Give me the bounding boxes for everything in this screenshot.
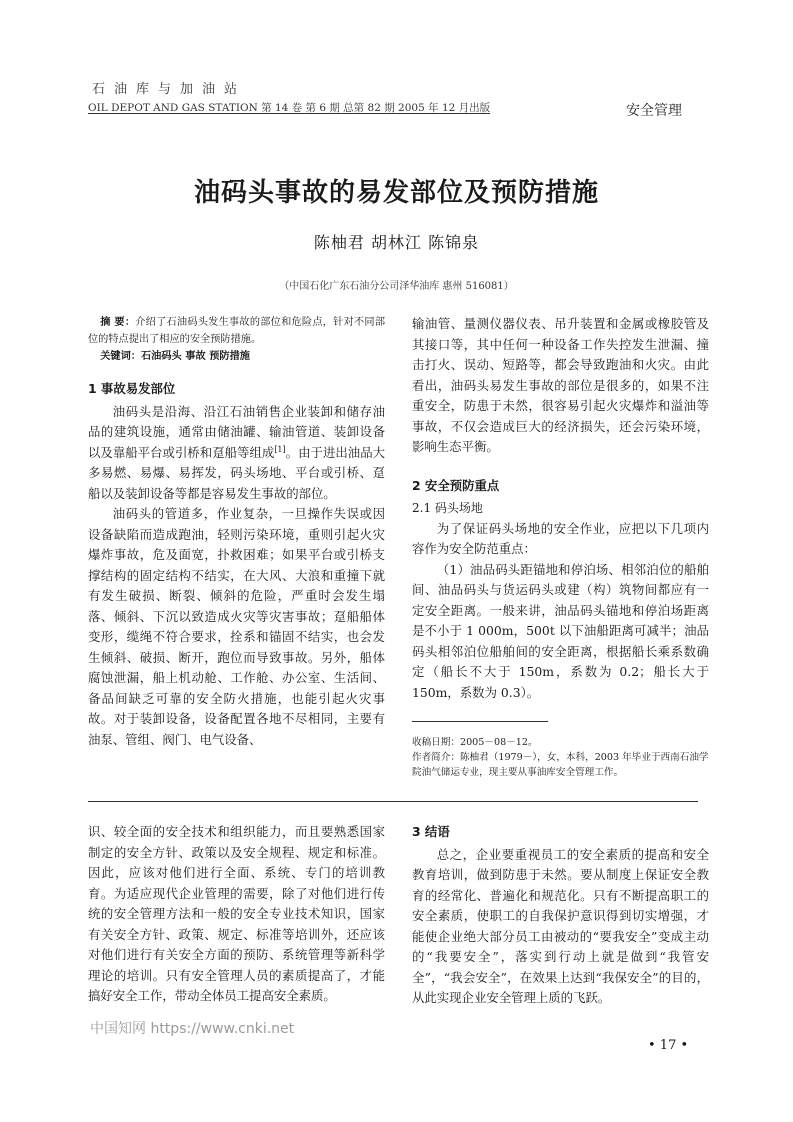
right-column-bottom: [412, 822, 709, 1009]
section-2-1-paragraph-2: （1）油品码头距锚地和停泊场、相邻泊位的船舶间、油品码头与货运码头或建（构）筑物间都应有一定安全距离。一般来讲，油品码头锚地和停泊场距离是不小于 1 000m，500t 以下油船距离可减半；油品码头相邻泊位船舶间的安全距离，根据船长乘系数确定（船长不大于 150m，系数为 0.2；船长大于 150m，系数为 0.3）。: [412, 561, 709, 700]
section-1-paragraph-1-text: 油码头是沿海、沿江石油销售企业装卸和储存油品的建筑设施，通常由储油罐、输油管道、装卸设备以及靠船平台或引桥和趸船等组成: [88, 403, 385, 460]
left-column-top: [88, 314, 385, 750]
footnote-author-bio: 作者简介：陈柚君（1979－），女，本科，2003 年毕业于西南石油学院油气储运专业，现主要从事油库安全管理工作。: [412, 752, 709, 778]
keywords-label: 关键词：: [100, 351, 141, 362]
cnki-watermark[interactable]: 中国知网 https://www.cnki.net: [90, 1021, 295, 1037]
section-2-1-heading: 2.1 码头场地: [412, 501, 483, 515]
article-title: 油码头事故的易发部位及预防措施: [193, 178, 599, 208]
footnote: [412, 735, 712, 780]
keywords: [88, 348, 385, 365]
section-1-paragraph-1-end: 。由于进出油品大多易燃、易爆、易挥发，码头场地、平台或引桥、趸船以及装卸设备等都是容易发生事故的部位。: [88, 444, 386, 501]
section-2-1-paragraph-1: 为了保证码头场地的安全作业，应把以下几项内容作为安全防范重点：: [412, 520, 709, 556]
abstract-text: 介绍了石油码头发生事故的部位和危险点，针对不同部位的特点提出了相应的安全预防措施。: [88, 317, 386, 345]
page-number: • 17 •: [648, 1038, 689, 1053]
keywords-text: 石油码头 事故 预防措施: [140, 351, 250, 362]
section-1-heading: 1 事故易发部位: [88, 381, 176, 396]
journal-issue-line: OIL DEPOT AND GAS STATION 第 14 卷 第 6 期 总第 82 期 2005 年 12 月出版: [88, 102, 491, 114]
right-column-top: [412, 314, 709, 703]
author-affiliation: （中国石化广东石油分公司泽华油库 惠州 516081）: [279, 281, 514, 292]
abstract: [88, 314, 385, 348]
bottom-left-paragraph: 识、较全面的安全技术和组织能力，而且要熟悉国家制定的安全方针、政策以及安全规程、规定和标准。因此，应该对他们进行全面、系统、专门的培训教育。为适应现代企业管理的需要，除了对他们进行传统的安全管理方法和一般的安全专业技术知识，国家有关安全方针、政策、规定、标准等培训外，还应该对他们进行有关安全方面的预防、系统管理等新科学理论的培训。只有安全管理人员的素质提高了，才能搞好安全工作，带动全体员工提高安全素质。: [88, 824, 385, 1003]
journal-name-cn: 石油库与加油站: [92, 82, 247, 97]
section-3-paragraph-1: 总之，企业要重视员工的安全素质的提高和安全教育培训，做到防患于未然。要从制度上保证安全教育的经常化、普遍化和规范化。只有不断提高职工的安全素质，使职工的自我保护意识得到切实增强，才能使企业绝大部分员工由被动的“要我安全”变成主动的“我要安全”，落实到行动上就是做到“我管安全”，“我会安全”，在效果上达到“我保安全”的目的，从此实现企业安全管理上质的飞跃。: [412, 846, 709, 1005]
footnote-divider: [412, 721, 548, 722]
abstract-label: 摘 要：: [100, 317, 136, 328]
section-1-paragraph-2: 油码头的管道多，作业复杂，一旦操作失误或因设备缺陷而造成跑油，轻则污染环境，重则引起火灾爆炸事故，危及面宽，扑救困难；如果平台或引桥支撑结构的固定结构不结实，在大风、大浪和重撞下就有发生破损、断裂、倾斜的危险，严重时会发生塌落、倾斜、下沉以致造成火灾等灾害事故；趸船船体变形，缆绳不符合要求，拴系和锚固不结实，也会发生倾斜、破损、断开，跑位而导致事故。另外，船体腐蚀泄漏，船上机动舱、工作舱、办公室、生活间、备品间缺乏可靠的安全防火措施，也能引起火灾事故。对于装卸设备，设备配置各地不尽相同，主要有油泵、管组、阀门、电气设备、: [88, 506, 385, 747]
footnote-received: 收稿日期：2005－08－12。: [412, 737, 538, 748]
section-1-paragraph-1: [88, 402, 385, 505]
section-label: 安全管理: [626, 103, 682, 119]
section-2-heading: 2 安全预防重点: [412, 477, 500, 493]
section-3-heading: 3 结语: [412, 824, 450, 839]
reference-marker[interactable]: [1]: [274, 444, 286, 454]
right-paragraph-1: 输油管、量测仪器仪表、吊升装置和金属或橡胶管及其接口等，其中任何一种设备工作失控发生泄漏、撞击打火、误动、短路等，都会导致跑油和火灾。由此看出，油码头易发生事故的部位是很多的，如果不注重安全，防患于未然，很容易引起火灾爆炸和溢油等事故，不仅会造成巨大的经济损失，还会污染环境，影响生态平衡。: [412, 316, 709, 454]
article-authors: 陈柚君 胡林江 陈锦泉: [313, 233, 480, 252]
left-column-bottom: [88, 822, 385, 1007]
page-divider: [88, 801, 698, 802]
